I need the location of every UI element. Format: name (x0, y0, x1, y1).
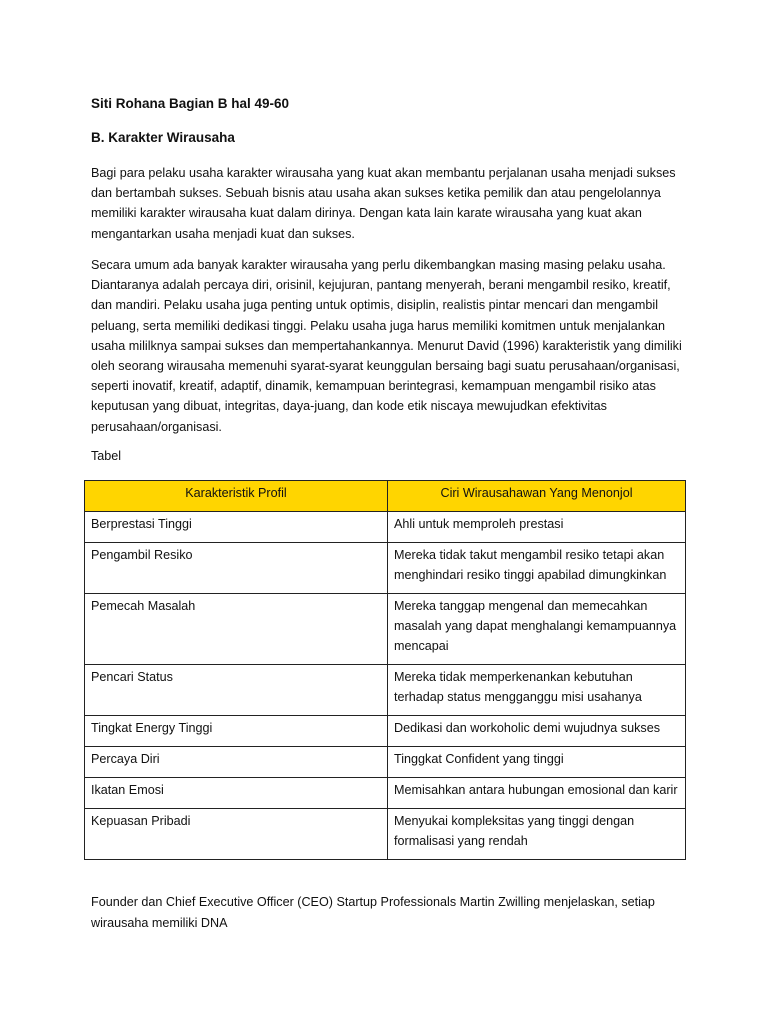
closing-paragraph: Founder dan Chief Executive Officer (CEO) Startup Professionals Martin Zwilling menjelaskan, setiap wirausaha memiliki DNA (91, 895, 655, 930)
profile-cell: Ikatan Emosi (85, 778, 388, 809)
document-title: Siti Rohana Bagian B hal 49-60 (91, 96, 290, 111)
profile-cell: Pencari Status (85, 665, 388, 716)
profile-cell: Tingkat Energy Tinggi (85, 716, 388, 747)
trait-cell: Dedikasi dan workoholic demi wujudnya sukses (388, 716, 686, 747)
profile-cell: Percaya Diri (85, 747, 388, 778)
table-row (85, 665, 686, 716)
table-header-row (85, 481, 686, 512)
table-row (85, 778, 686, 809)
table-label: Tabel (91, 449, 122, 463)
trait-cell: Mereka tidak takut mengambil resiko tetapi akan menghindari resiko tinggi apabilad dimungkinkan (388, 543, 686, 594)
table-row (85, 809, 686, 860)
table-row (85, 747, 686, 778)
table-row (85, 594, 686, 665)
table-row (85, 512, 686, 543)
profile-cell: Berprestasi Tinggi (85, 512, 388, 543)
section-heading: B. Karakter Wirausaha (91, 130, 235, 145)
trait-cell: Mereka tanggap mengenal dan memecahkan masalah yang dapat menghalangi kemampuannya mencapai (388, 594, 686, 665)
table-row (85, 543, 686, 594)
trait-cell: Memisahkan antara hubungan emosional dan karir (388, 778, 686, 809)
profile-cell: Pengambil Resiko (85, 543, 388, 594)
trait-cell: Mereka tidak memperkenankan kebutuhan terhadap status mengganggu misi usahanya (388, 665, 686, 716)
table-header-cell: Karakteristik Profil (85, 481, 388, 512)
paragraph-characteristics: Secara umum ada banyak karakter wirausaha yang perlu dikembangkan masing masing pelaku usaha. Diantaranya adalah percaya diri, orisinil, kejujuran, pantang menyerah, berani mengambil resiko, kreatif, dan mandiri. Pelaku usaha juga penting untuk optimis, disiplin, realistis pintar mencari dan mengambil peluang, serta memiliki dedikasi tinggi. Pelaku usaha juga harus memiliki komitmen untuk menjalankan usaha mililknya sampai sukses dan mempertahankannya. Menurut David (1996) karakteristik yang dimiliki oleh seorang wirausaha memenuhi syarat-syarat keunggulan bersaing bagi suatu perusahaan/organisasi, seperti inovatif, kreatif, adaptif, dinamik, kemampuan berintegrasi, kemampuan mengambil risiko atas keputusan yang dibuat, integritas, daya-juang, dan kode etik niscaya mewujudkan efektivitas perusahaan/organisasi. (91, 258, 682, 434)
trait-cell: Tinggkat Confident yang tinggi (388, 747, 686, 778)
table-header-cell: Ciri Wirausahawan Yang Menonjol (388, 481, 686, 512)
profile-cell: Pemecah Masalah (85, 594, 388, 665)
table-row (85, 716, 686, 747)
profile-table (84, 480, 686, 860)
trait-cell: Ahli untuk memproleh prestasi (388, 512, 686, 543)
profile-cell: Kepuasan Pribadi (85, 809, 388, 860)
trait-cell: Menyukai kompleksitas yang tinggi dengan formalisasi yang rendah (388, 809, 686, 860)
paragraph-intro: Bagi para pelaku usaha karakter wirausaha yang kuat akan membantu perjalanan usaha menjadi sukses dan bertambah sukses. Sebuah bisnis atau usaha akan sukses ketika pemilik dan atau pengelolannya memiliki karakter wirausaha kuat dalam dirinya. Dengan kata lain karate wirausaha yang kuat akan mengantarkan usaha menjadi kuat dan sukses. (91, 166, 676, 241)
